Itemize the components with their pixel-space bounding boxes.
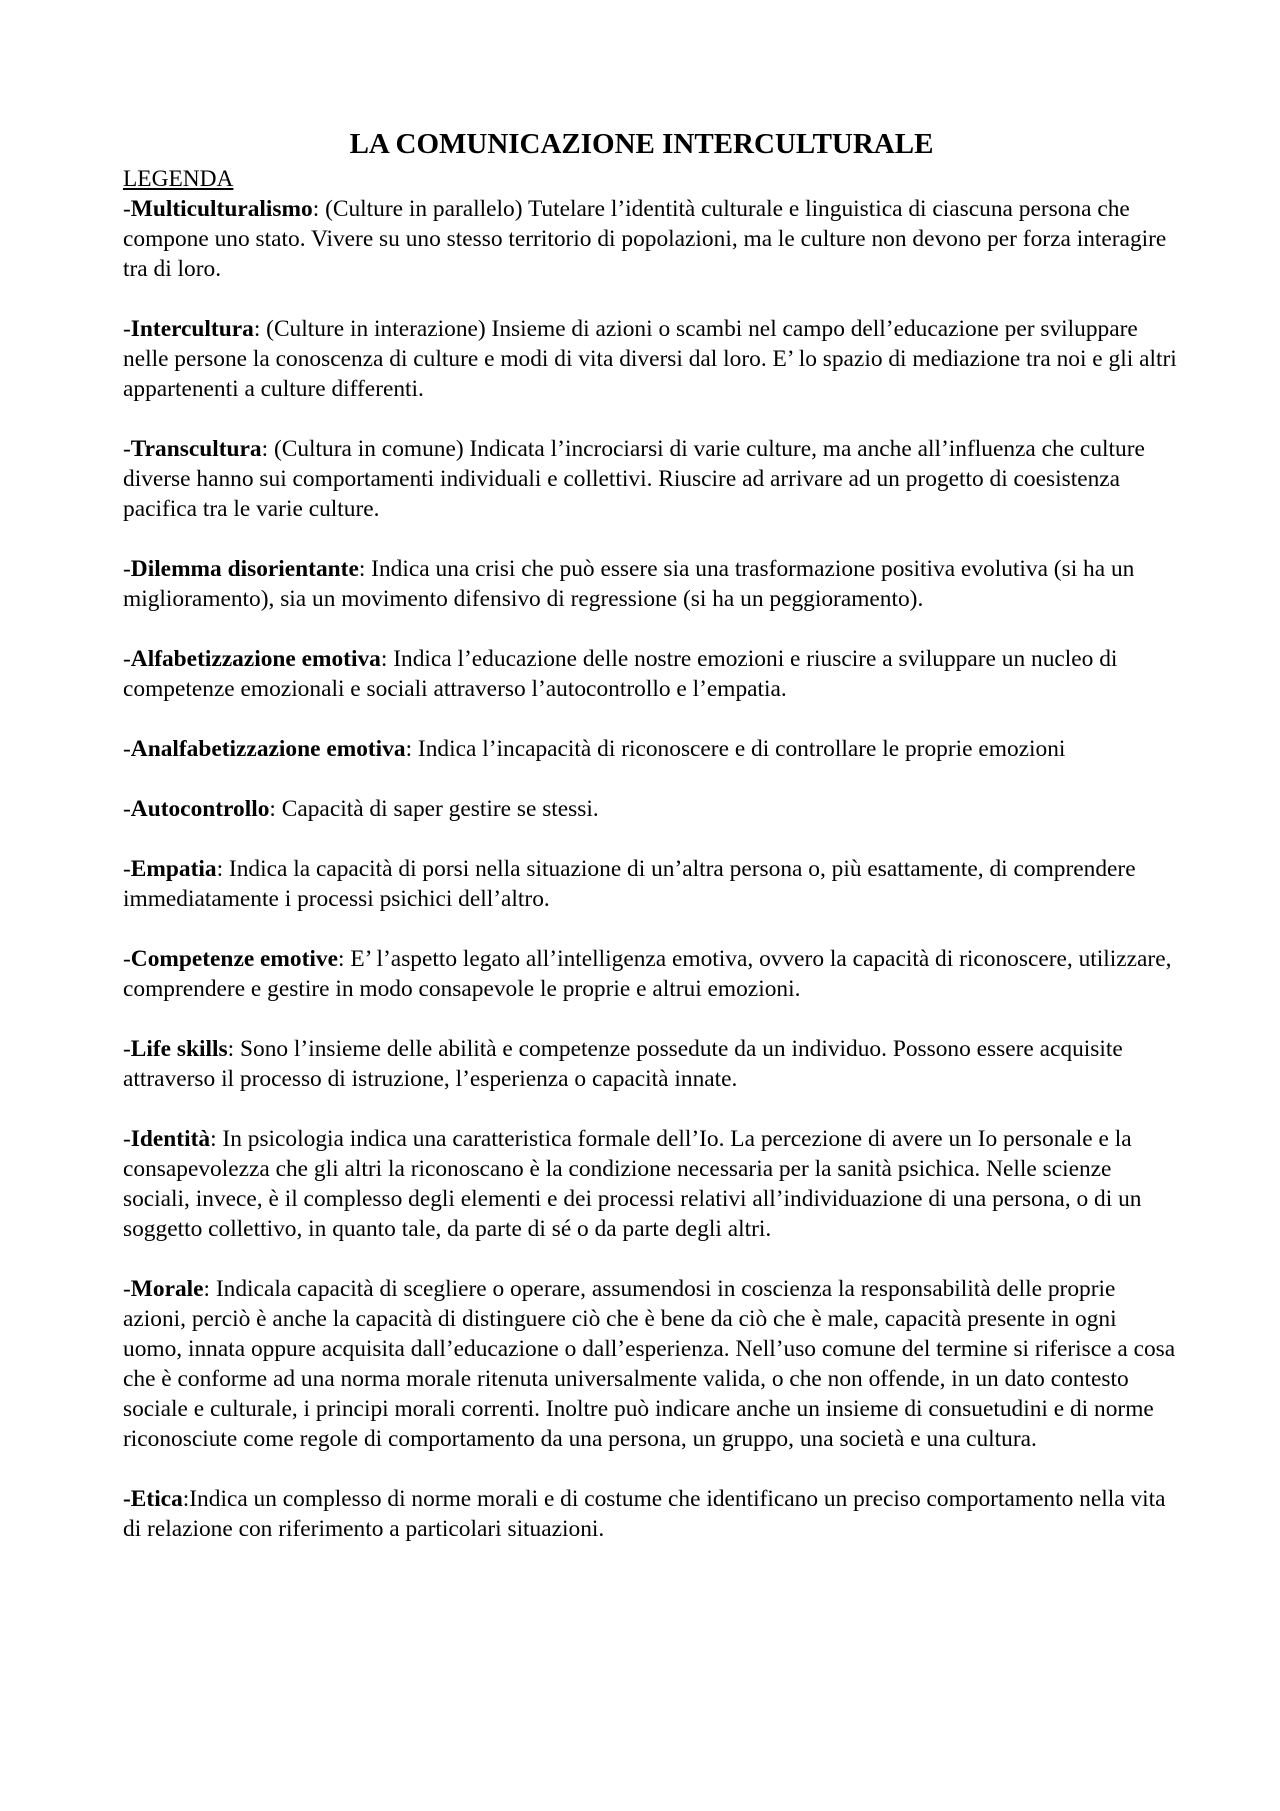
- entry-prefix: -: [123, 1276, 131, 1302]
- entry-definition: In psicologia indica una caratteristica formale dell’Io. La percezione di avere un Io personale e la consapevolezza che gli altri la riconoscano è la condizione necessaria per la sanità psichica. Nelle scienze sociali, invece, è il complesso degli elementi e dei processi relativi all’individuazione di una persona, o di un soggetto collettivo, in quanto tale, da parte di sé o da parte degli altri.: [123, 1126, 1142, 1242]
- entry-definition: Indica l’educazione delle nostre emozioni e riuscire a sviluppare un nucleo di competenze emozionali e sociali attraverso l’autocontrollo e l’empatia.: [123, 646, 1118, 702]
- entry-prefix: -: [123, 1126, 131, 1152]
- entry-prefix: -: [123, 1036, 131, 1062]
- entry-term: Dilemma disorientante: [130, 556, 359, 582]
- entry-definition: Indica la capacità di porsi nella situazione di un’altra persona o, più esattamente, di comprendere immediatamente i processi psichici dell’altro.: [123, 856, 1136, 912]
- glossary-entry: [123, 854, 1180, 914]
- entry-prefix: -: [123, 796, 131, 822]
- entry-prefix: -: [123, 436, 131, 462]
- entry-term: Etica: [130, 1486, 183, 1512]
- entry-definition: Indica una crisi che può essere sia una trasformazione positiva evolutiva (si ha un miglioramento), sia un movimento difensivo di regressione (si ha un peggioramento).: [123, 556, 1135, 612]
- entry-prefix: -: [123, 316, 131, 342]
- entry-separator: :: [269, 796, 276, 822]
- glossary-entry: [123, 1274, 1180, 1454]
- entry-separator: :: [261, 436, 269, 462]
- document-title: LA COMUNICAZIONE INTERCULTURALE: [349, 128, 934, 160]
- entry-separator: :: [182, 1486, 190, 1512]
- entry-term: Competenze emotive: [130, 946, 338, 972]
- entry-prefix: -: [123, 1486, 131, 1512]
- entry-separator: :: [227, 1036, 235, 1062]
- glossary-entry: [123, 734, 1180, 764]
- glossary-entry: [123, 794, 1180, 824]
- entry-term: Alfabetizzazione emotiva: [130, 646, 381, 672]
- entry-definition: (Culture in interazione) Insieme di azioni o scambi nel campo dell’educazione per sviluppare nelle persone la conoscenza di culture e modi di vita diversi dal loro. E’ lo spazio di mediazione tra noi e gli altri appartenenti a culture differenti.: [123, 316, 1177, 402]
- glossary-list: [123, 194, 1180, 1544]
- entry-term: Analfabetizzazione emotiva: [130, 736, 406, 762]
- entry-definition: Sono l’insieme delle abilità e competenze possedute da un individuo. Possono essere acquisite attraverso il processo di istruzione, l’esperienza o capacità innate.: [123, 1036, 1123, 1092]
- entry-term: Empatia: [130, 856, 217, 882]
- entry-separator: :: [216, 856, 224, 882]
- entry-prefix: -: [123, 946, 131, 972]
- entry-prefix: -: [123, 556, 131, 582]
- entry-separator: :: [312, 196, 320, 222]
- entry-definition: Indicala capacità di scegliere o operare, assumendosi in coscienza la responsabilità delle proprie azioni, perciò è anche la capacità di distinguere ciò che è bene da ciò che è male, capacità presente in ogni uomo, innata oppure acquisita dall’educazione o dall’esperienza. Nell’uso comune del termine si riferisce a cosa che è conforme ad una norma morale ritenuta universalmente valida, o che non offende, in un dato contesto sociale e culturale, i principi morali correnti. Inoltre può indicare anche un insieme di consuetudini e di norme riconosciute come regole di comportamento da una persona, un gruppo, una società e una cultura.: [123, 1276, 1176, 1452]
- glossary-entry: [123, 1124, 1180, 1244]
- entry-separator: :: [337, 946, 345, 972]
- entry-separator: :: [380, 646, 388, 672]
- glossary-entry: [123, 944, 1180, 1004]
- legend-label: LEGENDA: [123, 166, 234, 192]
- entry-term: Identità: [130, 1126, 211, 1152]
- entry-definition: (Culture in parallelo) Tutelare l’identità culturale e linguistica di ciascuna persona che compone uno stato. Vivere su uno stesso territorio di popolazioni, ma le culture non devono per forza interagire tra di loro.: [123, 196, 1167, 282]
- entry-separator: :: [210, 1126, 217, 1152]
- entry-definition: Indica un complesso di norme morali e di costume che identificano un preciso comportamento nella vita di relazione con riferimento a particolari situazioni.: [123, 1486, 1166, 1542]
- glossary-entry: [123, 644, 1180, 704]
- entry-prefix: -: [123, 196, 131, 222]
- entry-prefix: -: [123, 856, 131, 882]
- entry-definition: (Cultura in comune) Indicata l’incrociarsi di varie culture, ma anche all’influenza che culture diverse hanno sui comportamenti individuali e collettivi. Riuscire ad arrivare ad un progetto di coesistenza pacifica tra le varie culture.: [123, 436, 1145, 522]
- entry-term: Autocontrollo: [130, 796, 270, 822]
- entry-term: Intercultura: [130, 316, 254, 342]
- glossary-entry: [123, 194, 1180, 284]
- entry-term: Life skills: [130, 1036, 228, 1062]
- entry-definition: Indica l’incapacità di riconoscere e di controllare le proprie emozioni: [412, 736, 1066, 762]
- entry-term: Multiculturalismo: [130, 196, 313, 222]
- glossary-entry: [123, 434, 1180, 524]
- entry-separator: :: [203, 1276, 211, 1302]
- entry-term: Transcultura: [130, 436, 262, 462]
- glossary-entry: [123, 314, 1180, 404]
- entry-separator: :: [358, 556, 366, 582]
- entry-separator: :: [253, 316, 261, 342]
- entry-prefix: -: [123, 646, 131, 672]
- glossary-entry: [123, 1034, 1180, 1094]
- entry-separator: :: [405, 736, 413, 762]
- entry-definition: E’ l’aspetto legato all’intelligenza emotiva, ovvero la capacità di riconoscere, utilizzare, comprendere e gestire in modo consapevole le proprie e altrui emozioni.: [123, 946, 1172, 1002]
- glossary-entry: [123, 1484, 1180, 1544]
- entry-prefix: -: [123, 736, 131, 762]
- entry-definition: Capacità di saper gestire se stessi.: [275, 796, 599, 822]
- entry-term: Morale: [130, 1276, 204, 1302]
- glossary-entry: [123, 554, 1180, 614]
